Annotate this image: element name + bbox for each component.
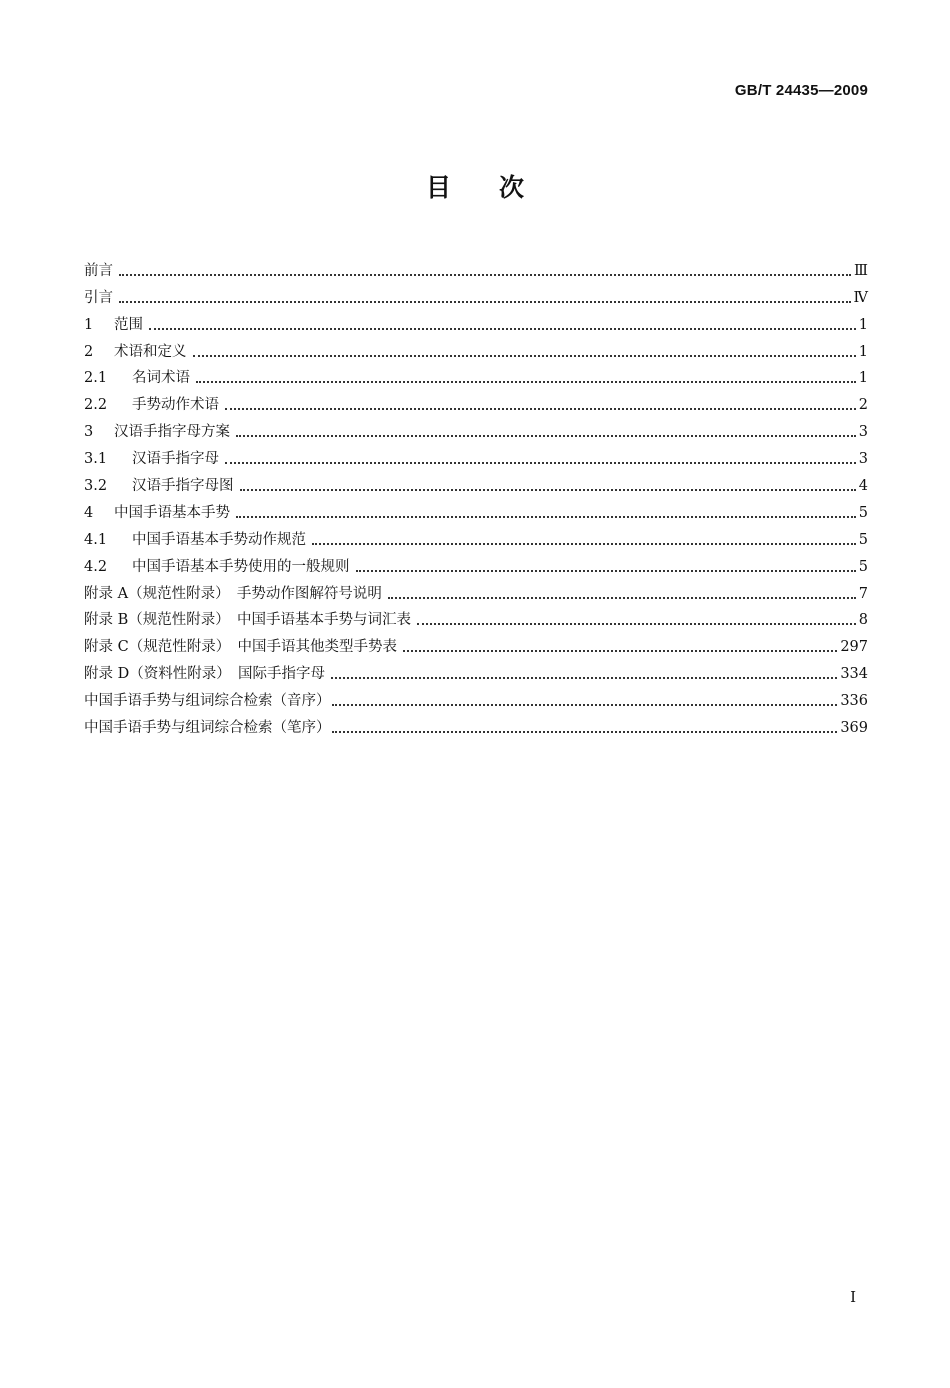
toc-entry-number: 1 [84, 316, 94, 333]
toc-entry-label: 汉语手指字母图 [132, 478, 234, 495]
toc-leader-dots [225, 462, 856, 464]
toc-leader-dots [193, 355, 856, 357]
toc-entry-number: 2.1 [84, 370, 108, 387]
toc-entry-basic-sign-norms[interactable] [84, 522, 868, 549]
toc-entry-foreword[interactable] [84, 253, 868, 280]
toc-entry-page: 3 [858, 424, 868, 441]
toc-entry-finger-alphabet[interactable] [84, 441, 868, 468]
toc-entry-annex-d[interactable] [84, 656, 868, 683]
toc-leader-dots [388, 597, 856, 599]
toc-entry-basic-sign-rules[interactable] [84, 549, 868, 576]
toc-entry-number: 4.1 [84, 531, 108, 548]
toc-entry-label: 附录 D（资料性附录） 国际手指字母 [84, 666, 325, 683]
toc-leader-dots [225, 408, 856, 410]
toc-leader-dots [236, 435, 856, 437]
toc-entry-page: 1 [858, 370, 868, 387]
toc-entry-finger-alphabet-chart[interactable] [84, 468, 868, 495]
toc-entry-label: 名词术语 [132, 370, 190, 387]
toc-entry-annex-b[interactable] [84, 603, 868, 630]
toc-leader-dots [312, 543, 856, 545]
toc-leader-dots [196, 381, 856, 383]
toc-leader-dots [331, 677, 837, 679]
toc-entry-label: 附录 B（规范性附录） 中国手语基本手势与词汇表 [84, 612, 412, 629]
toc-entry-label: 中国手语基本手势动作规范 [132, 531, 306, 548]
toc-entry-label: 汉语手指字母 [132, 451, 219, 468]
toc-entry-noun-terms[interactable] [84, 361, 868, 388]
toc-entry-page: Ⅳ [853, 289, 868, 306]
toc-entry-annex-c[interactable] [84, 629, 868, 656]
toc-entry-page: 4 [858, 478, 868, 495]
toc-entry-introduction[interactable] [84, 280, 868, 307]
table-of-contents [84, 253, 868, 737]
standard-number: GB/T 24435—2009 [734, 82, 868, 99]
toc-entry-label: 附录 C（规范性附录） 中国手语其他类型手势表 [84, 639, 397, 656]
page-title: 目次 [425, 173, 572, 202]
toc-entry-label: 前言 [84, 262, 113, 279]
toc-entry-page: 1 [858, 316, 868, 333]
toc-entry-page: 5 [858, 531, 868, 548]
toc-leader-dots [119, 274, 851, 276]
toc-entry-number: 4.2 [84, 558, 108, 575]
toc-entry-index-stroke[interactable] [84, 710, 868, 737]
toc-leader-dots [332, 704, 838, 706]
toc-entry-page: Ⅲ [854, 262, 868, 279]
toc-entry-label: 中国手语基本手势 [114, 504, 230, 521]
toc-leader-dots [149, 328, 856, 330]
toc-entry-label: 中国手语基本手势使用的一般规则 [132, 558, 350, 575]
toc-entry-number: 3.2 [84, 478, 108, 495]
toc-entry-label: 手势动作术语 [132, 397, 219, 414]
toc-entry-number: 2 [84, 343, 94, 360]
toc-entry-page: 7 [858, 585, 868, 602]
toc-entry-gesture-terms[interactable] [84, 387, 868, 414]
toc-leader-dots [332, 731, 838, 733]
toc-entry-page: 369 [840, 720, 868, 737]
toc-entry-page: 297 [840, 639, 868, 656]
toc-entry-terms[interactable] [84, 334, 868, 361]
toc-entry-label: 范围 [114, 316, 143, 333]
toc-entry-label: 汉语手指字母方案 [114, 424, 230, 441]
toc-leader-dots [403, 650, 837, 652]
toc-entry-label: 引言 [84, 289, 113, 306]
toc-entry-page: 336 [840, 693, 868, 710]
toc-entry-index-phonetic[interactable] [84, 683, 868, 710]
toc-entry-number: 4 [84, 504, 94, 521]
toc-entry-label: 中国手语手势与组词综合检索（音序） [84, 693, 331, 710]
toc-entry-finger-alphabet-scheme[interactable] [84, 414, 868, 441]
toc-leader-dots [240, 489, 856, 491]
page-number: I [850, 1288, 856, 1306]
toc-entry-number: 3 [84, 424, 94, 441]
toc-entry-number: 2.2 [84, 397, 108, 414]
toc-entry-scope[interactable] [84, 307, 868, 334]
toc-entry-page: 5 [858, 504, 868, 521]
toc-entry-label: 术语和定义 [114, 343, 187, 360]
toc-entry-page: 334 [840, 666, 868, 683]
toc-leader-dots [417, 623, 856, 625]
toc-entry-number: 3.1 [84, 451, 108, 468]
toc-leader-dots [236, 516, 856, 518]
toc-entry-page: 2 [858, 397, 868, 414]
toc-entry-basic-signs[interactable] [84, 495, 868, 522]
toc-entry-annex-a[interactable] [84, 576, 868, 603]
toc-leader-dots [119, 301, 851, 303]
toc-entry-label: 中国手语手势与组词综合检索（笔序） [84, 720, 331, 737]
toc-entry-page: 8 [858, 612, 868, 629]
toc-entry-page: 3 [858, 451, 868, 468]
toc-entry-page: 1 [858, 343, 868, 360]
toc-leader-dots [356, 570, 856, 572]
toc-entry-label: 附录 A（规范性附录） 手势动作图解符号说明 [84, 585, 382, 602]
toc-entry-page: 5 [858, 558, 868, 575]
